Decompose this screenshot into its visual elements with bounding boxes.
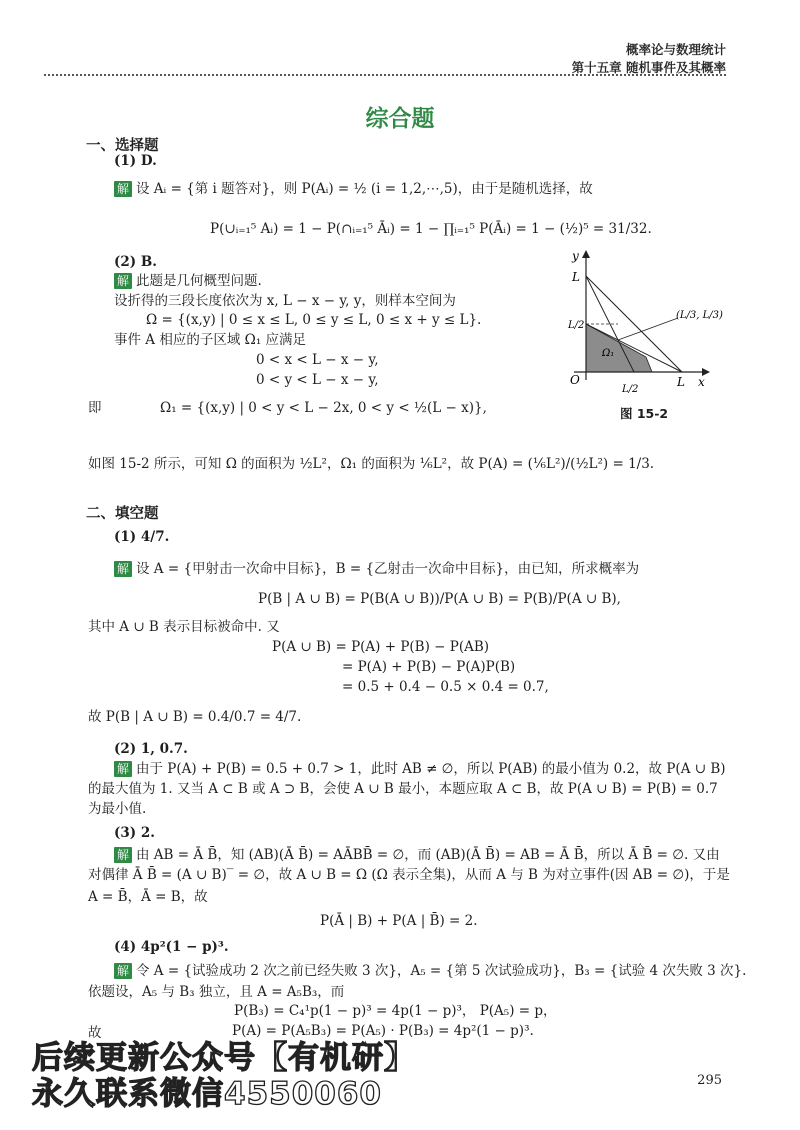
figure-15-2 <box>558 248 723 398</box>
formula-line: P(B | A ∪ B) = P(B(A ∪ B))/P(A ∪ B) = P(B)/P(A ∪ B), <box>258 591 621 607</box>
x-axis-label: x <box>698 375 705 389</box>
solution-line: 解 令 A = {试验成功 2 次之前已经失败 3 次}，A₅ = {第 5 次试验成功}，B₃ = {试验 4 次失败 3 次}. <box>114 962 746 980</box>
answer-line: (2) 1, 0.7. <box>114 741 188 757</box>
watermark-line-1: 后续更新公众号【有机研】 <box>32 1040 416 1076</box>
solution-badge: 解 <box>114 181 132 197</box>
tick-L-y: L <box>572 270 580 284</box>
section-fill-heading: 二、填空题 <box>86 506 159 522</box>
solution-line: 解 此题是几何概型问题. <box>114 272 262 290</box>
text-line: 的最大值为 1. 又当 A ⊂ B 或 A ⊃ B，会使 A ∪ B 最小，本题应取 A ⊂ B，故 P(A ∪ B) = P(B) = 0.7 <box>88 781 718 797</box>
tick-L-x: L <box>677 375 685 389</box>
header-line-2: 第十五章 随机事件及其概率 <box>571 60 726 75</box>
section-choice-heading: 一、选择题 <box>86 138 159 154</box>
tick-half-L-x: L/2 <box>622 384 639 395</box>
header-divider <box>44 74 726 76</box>
formula-line: = 0.5 + 0.4 − 0.5 × 0.4 = 0.7, <box>342 679 549 695</box>
tick-half-L-y: L/2 <box>568 320 585 331</box>
text-line: 即 <box>88 400 102 416</box>
page-number: 295 <box>697 1073 722 1088</box>
solution-badge: 解 <box>114 963 132 979</box>
y-axis-label: y <box>572 249 579 263</box>
y-axis-arrow <box>582 250 590 258</box>
text-line: 为最小值. <box>88 801 147 817</box>
formula-line: Ω = {(x,y) | 0 ≤ x ≤ L, 0 ≤ y ≤ L, 0 ≤ x + y ≤ L}. <box>146 312 482 328</box>
intersection-point-label: (L/3, L/3) <box>676 310 723 321</box>
text-line: 依题设，A₅ 与 B₃ 独立，且 A = A₅B₃，而 <box>88 984 345 1000</box>
formula-line: 故 P(B | A ∪ B) = 0.4/0.7 = 4/7. <box>88 709 302 725</box>
origin-label: O <box>570 373 580 387</box>
formula-line: P(Ā | B) + P(A | B̄) = 2. <box>320 913 478 929</box>
solution-line: 解 设 Aᵢ = {第 i 题答对}，则 P(Aᵢ) = ½ (i = 1,2,⋯,5)，由于是随机选择，故 <box>114 180 593 198</box>
text-line: A = B̄，Ā = B，故 <box>88 889 208 905</box>
page-title: 综合题 <box>365 106 435 132</box>
text-line: 设折得的三段长度依次为 x, L − x − y, y，则样本空间为 <box>114 293 456 309</box>
answer-line: (2) B. <box>114 254 157 270</box>
header-line-1: 概率论与数理统计 <box>625 42 726 57</box>
watermark-line-2: 永久联系微信4550060 <box>32 1076 382 1112</box>
solution-badge: 解 <box>114 273 132 289</box>
solution-line: 解 设 A = {甲射击一次命中目标}，B = {乙射击一次命中目标}，由已知，所求概率为 <box>114 560 639 578</box>
formula-line: P(A ∪ B) = P(A) + P(B) − P(AB) <box>272 639 490 655</box>
formula-line: P(A) = P(A₅B₃) = P(A₅) · P(B₃) = 4p²(1 − p)³. <box>232 1023 534 1039</box>
text-line: 其中 A ∪ B 表示目标被命中. 又 <box>88 619 280 635</box>
omega1-label: Ω₁ <box>602 348 615 359</box>
text-line: 事件 A 相应的子区域 Ω₁ 应满足 <box>114 332 307 348</box>
answer-line: (4) 4p²(1 − p)³. <box>114 939 229 955</box>
answer-line: (3) 2. <box>114 825 155 841</box>
formula-line: = P(A) + P(B) − P(A)P(B) <box>342 659 516 675</box>
solution-badge: 解 <box>114 847 132 863</box>
text-line: 故 <box>88 1025 102 1041</box>
solution-badge: 解 <box>114 561 132 577</box>
solution-line: 解 由 AB = Ā B̄，知 (AB)(Ā B̄) = AĀBB̄ = ∅，而 (AB)(Ā B̄) = AB = Ā B̄，所以 Ā B̄ = ∅. 又由 <box>114 846 720 864</box>
formula-line: P(B₃) = C₄¹p(1 − p)³ = 4p(1 − p)³， P(A₅) = p， <box>234 1003 557 1019</box>
text-line: 对偶律 Ā B̄ = (A ∪ B)‾ = ∅，故 A ∪ B = Ω (Ω 表示全集)，从而 A 与 B 为对立事件(因 AB = ∅)，于是 <box>88 867 730 883</box>
solution-line: 解 由于 P(A) + P(B) = 0.5 + 0.7 > 1，此时 AB ≠ ∅，所以 P(AB) 的最小值为 0.2，故 P(A ∪ B) <box>114 760 726 778</box>
pointer-line <box>618 318 678 340</box>
formula-line: Ω₁ = {(x,y) | 0 < y < L − 2x, 0 < y < ½(L − x)}, <box>160 400 487 416</box>
formula-line: 0 < y < L − x − y, <box>256 372 379 388</box>
formula-line: P(∪ᵢ₌₁⁵ Aᵢ) = 1 − P(∩ᵢ₌₁⁵ Āᵢ) = 1 − ∏ᵢ₌₁⁵ P(Āᵢ) = 1 − (½)⁵ = 31/32. <box>210 221 652 237</box>
text-line: 如图 15-2 所示，可知 Ω 的面积为 ½L²，Ω₁ 的面积为 ⅙L²，故 P(A) = (⅙L²)/(½L²) = 1/3. <box>88 456 655 472</box>
formula-line: 0 < x < L − x − y, <box>256 352 379 368</box>
solution-badge: 解 <box>114 761 132 777</box>
answer-line: (1) D. <box>114 153 157 169</box>
answer-line: (1) 4/7. <box>114 529 170 545</box>
figure-caption: 图 15-2 <box>620 406 669 421</box>
